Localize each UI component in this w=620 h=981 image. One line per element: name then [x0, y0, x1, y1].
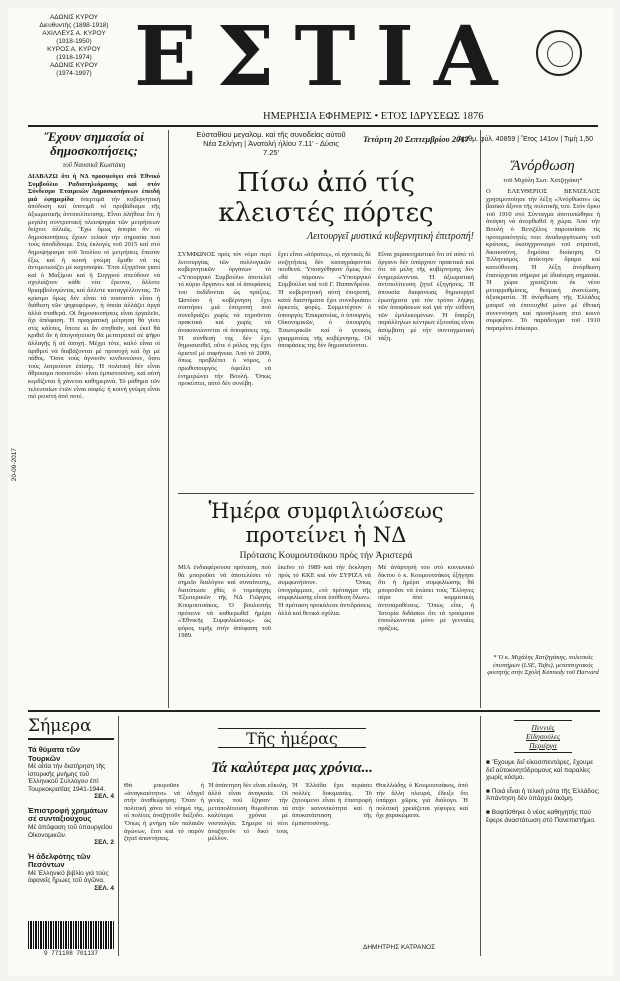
- founder-line: (1918-1974): [56, 54, 92, 61]
- curiosities-title: Πεννιές Είδησούλες Περιέργα: [514, 720, 572, 753]
- main-headline: Πίσω ἀπό τίς κλειστές πόρτες: [218, 168, 434, 228]
- curiosity-text: Βαφτίσθηκε ὁ νέος καθηγητής πού ἔφερε ἀναστάτωση στό Πανεπιστήμιο.: [486, 808, 596, 824]
- column-headline: Τά καλύτερα μας χρόνια...: [211, 760, 373, 776]
- main-column-1: ΣΥΜΦΩΝΟΣ πρός τόν νόμο περί λειτουργίας τῶν συλλογικῶν κυβερνητικῶν ὀργάνων τό «Ὑπουργικό Συμβούλιο ἀποτελεῖ τό κύριο ὄργανο» καί οἱ ἀποφάσεις του ἐκδίδονται ὡς πράξεις. Ὡστόσο ἡ κυβέρνηση ἔχει συστήσει μιά ἐπιτροπή πού συνεδριάζει χωρίς νά τηροῦνται πρακτικά καί χωρίς νά ἀνακοινώνονται οἱ ἀποφάσεις της. Ἡ σύνθεσή της δέν ἔχει δημοσιευθεῖ, οὔτε ὁ ρόλος της ἔχει ὁριστεῖ μέ σαφήνεια. Ἀπό τό 2009, ὅπως προβλέπει ὁ νόμος, ὁ πρωθυπουργός ὀφείλει νά ἐνημερώνει τήν Βουλή. Ὅπως προκύπτει, αὐτό δέν συνέβη.: [178, 251, 271, 388]
- column-text-3: Ἡ Ἑλλάδα ἔχει περάσει πολλές δοκιμασίες. Τό ζητούμενο εἶναι ἡ ἐπιστροφή στήν κανονικότητα καί ἡ ἀποκατάσταση τῆς ἐμπιστοσύνης.: [292, 782, 372, 827]
- edge-date: 20-09-2017: [11, 448, 18, 482]
- issue-date: Τετάρτη 20 Σεπτεμβρίου 2017: [363, 134, 469, 144]
- barcode: [28, 921, 114, 949]
- right-title: Ἄνόρθωση: [511, 158, 575, 174]
- masthead-rule: [28, 125, 598, 127]
- right-footnote: * Ὁ κ. Μιχάλης Χατζηγάκης, πολιτικός ἐπιστήμων (LSE, Tufts), μεταπτυχιακός φοιτητής στήν Σχολή Kennedy τοῦ Harvard: [487, 654, 599, 677]
- today-item: [28, 807, 114, 847]
- second-story-head: [178, 499, 474, 561]
- barcode-number: 9 771108 701137: [43, 950, 98, 957]
- story-divider: [178, 493, 474, 494]
- today-item-text: Μέ Ἑλληνικό βιβλίο γιά τούς ἀφανεῖς ἥρωες τοῦ ἀγῶνα.: [28, 869, 109, 885]
- opinion-byline: τοῦ Ναυσικᾶ Κωστάκη: [62, 161, 126, 169]
- today-item-title: Τά θύματα τῶν Τουρκῶν: [28, 745, 81, 763]
- curiosity-item: [486, 788, 600, 803]
- today-item-title: Ἡ ἀδελφότης τῶν Πεσόντων: [28, 851, 91, 870]
- founder-line: (1974-1997): [56, 70, 92, 77]
- newspaper-page: [8, 8, 614, 976]
- today-item-text: Μέ ἀπόφαση τοῦ ὑπουργείου Οἰκονομικῶν.: [28, 823, 113, 839]
- curiosity-item: [486, 809, 600, 824]
- column-text-4: Θυελλώδης ὁ Κουμουτσάκος, ἀπό τήν ἄλλη πλευρά, ἔδειξε ὅτι ὑπάρχει χῶρος γιά διάλογο. Ἡ πολιτική χρειάζεται γέφυρες καί ὄχι χαρακώματα.: [376, 782, 468, 820]
- founder-line: ΑΧΙΛΛΕΥΣ Α. ΚΥΡΟΥ: [42, 30, 106, 37]
- info-bar: [178, 130, 598, 157]
- founder-line: ΚΥΡΟΣ Α. ΚΥΡΟΥ: [47, 46, 101, 53]
- today-item: [28, 853, 114, 893]
- founders-list: [28, 14, 120, 78]
- newspaper-logo: ΕΣΤΙΑ: [134, 9, 518, 105]
- second-column-2: ἐκεῖνο τό 1989 καί τήν ἔκκληση πρός τό ΚΚΕ καί τόν ΣΥΡΙΖΑ νά συμφωνήσουν. Ὅπως ὑπογράμμισε, «τό πρόταγμα τῆς συμφιλίωσης εἶναι ὑπόθεση ὅλων». Ἡ πρόταση προκάλεσε ἀντιδράσεις ἀλλά καί θετικά σχόλια.: [278, 564, 371, 617]
- opinion-lead: ΔΙΑΒΑΖΩ ὅτι ἡ ΝΔ προσφεύγει στό Ἐθνικό Συμβούλιο Ραδιοτηλεόρασης καί στόν Σύνδεσμο Ἑταιρειῶν Δημοσκοπήσεων ἐπειδή μιά ἐφημερίδα: [28, 173, 160, 203]
- column-divider: [118, 716, 119, 956]
- today-item-page: ΣΕΛ. 4: [94, 884, 114, 892]
- second-subhead: Πρότασις Κουμουτσάκου πρός τήν Ἀριστερά: [239, 551, 413, 561]
- main-column-3: Εἶναι χαρακτηριστικό ὅτι σέ αὐτό τό ὄργανο δέν ὑπάρχουν πρακτικά καί ὅτι τά μέλη τῆς κυβέρνησης δέν ἐνημερώνονται. Ἡ ἀξιωματική ἀντιπολίτευση ζητεῖ ἐξηγήσεις. Ἡ ἀπουσία διαφάνειας δημιουργεῖ ἐρωτήματα γιά τόν τρόπο λήψης τῶν ἀποφάσεων καί γιά τήν εὐθύνη τῶν ἐμπλεκομένων. Ἡ ὕπαρξη παράλληλων κέντρων ἐξουσίας εἶναι ἀσύμβατη μέ τήν συνταγματική τάξη.: [378, 251, 474, 342]
- section-rule: [28, 710, 600, 712]
- column-signature: ΔΗΜΗΤΡΗΣ ΚΑΤΡΑΝΟΣ: [363, 944, 436, 951]
- main-subhead: Λειτουργεῖ μυστικά κυβερνητική ἐπιτροπή!: [307, 231, 474, 242]
- right-body: Ο ΕΛΕΥΘΕΡΙΟΣ ΒΕΝΙΖΕΛΟΣ χρησιμοποίησε τήν λέξη «Ἀνόρθωσιν» ὡς βασικό ἄξονα τῆς πολιτικῆς του. Στόν ὅρκο τοῦ 1910 στό Σύνταγμα ἀποτυπώθηκε ἡ ἀνάγκη νά ἀνορθωθεῖ ἡ χώρα. Ἀπό τήν Βουλή ὁ Βενιζέλος παρουσίασε τίς προτεραιότητές του: ἀναδιοργάνωση τοῦ κράτους, ἐκσυγχρονισμό τοῦ στρατοῦ, δικαιοσύνη, δημόσια διοίκηση. Ὁ Ἑλληνισμός ἀπέκτησε ὅραμα καί κατεύθυνση. Ἡ λέξη ἀνόρθωση ἐπανέρχεται σήμερα μέ ἰδιαίτερη σημασία. Ἡ χώρα χρειάζεται ἐκ νέου μεταρρυθμίσεις, θεσμική ἀνανέωση, ἀξιοκρατία. Ἡ ἀνόρθωση τῆς Ἑλλάδος μπορεῖ νά ἐπιτευχθεῖ μόνο μέ ἐθνική συνεννόηση καί προσήλωση στό κοινό συμφέρον. Τό παράδειγμα τοῦ 1910 παραμένει ἐπίκαιρο.: [486, 188, 600, 332]
- feast-day: Εύσταθίου μεγαλομ. καί τῆς συνοδείας αὐτοῦ: [196, 130, 346, 139]
- right-column: [486, 158, 600, 677]
- bullet-icon: ■: [486, 787, 492, 795]
- today-title: Σήμερα: [28, 716, 114, 740]
- second-column-3: Μέ ἀνάρτησή του στό κοινωνικό δίκτυο ὁ κ. Κουμουτσάκος ἐξήγησε ὅτι ἡ ἡμέρα συμφιλίωσης θά μποροῦσε νά ἑνώσει τούς Ἕλληνες πέρα ἀπό κομματικές ἀντιπαραθέσεις. Ὅπως εἶπε, ἡ Ἱστορία διδάσκει ὅτι τά τραύματα ἐπουλώνονται μόνο μέ γενναίες πράξεις.: [378, 564, 474, 632]
- today-box: [28, 716, 114, 893]
- opinion-text: ὑπερτιμᾶ τήν κυβερνητική ἀπόδοση καί ὑποτιμᾶ τό προβάδισμα τῆς ἀξιωματικῆς ἀντιπολίτευσης. Εἶναι ἀλήθεια ὅτι ἡ μεγάλη συντριπτική πλειοψηφία τῶν μετρήσεων δείχνει ἀλλιῶς. Ἔχω ὅμως ἀπορία ἄν οἱ δημοσκοπήσεις ἔχουν τελικά τήν σημασία πού τούς ἀποδίδουμε. Στίς ἐκλογές τοῦ 2015 καί στό δημοψήφισμα τοῦ Ἰουλίου οἱ μετρήσεις ἔπεσαν ἔξω, καί ἡ κοινή γνώμη ἔμαθε νά τίς ἀντιμετωπίζει μέ καχυποψία. Ἔτσι ἐξηγεῖται γιατί καί ὁ Μαξίμου καί ἡ Συγγρού σπεύδουν νά σχολιάζουν κάθε νέα ἔρευνα, ἄλλοτε θριαμβολογώντας καί ἄλλοτε καταγγέλλοντας. Τό κρίσιμο ὅμως δέν εἶναι τά ποσοστά· εἶναι ἡ διάθεση τῶν ψηφοφόρων, ἡ ὁποία ἀλλάζει ἀργά ἀλλά σταθερά. Οἱ δημοσκοπήσεις εἶναι ἐργαλεῖο, ὄχι ἀπόφαση. Ἡ πραγματική μέτρηση θά γίνει στίς κάλπες, ὅποτε κι ἄν στηθοῦν, καί ἐκεῖ θά κριθεῖ ἄν ἡ ἀπογοήτευση θά μετατραπεῖ σέ ψῆφο ἀλλαγῆς ἤ σέ ἀποχή. Μέχρι τότε, καλό εἶναι οἱ ἀριθμοί νά διαβάζονται μέ προσοχή καί ὄχι μέ πάθος. Ὅσοι τούς ἀγνοοῦν κινδυνεύουν, ὅσοι τούς λατρεύουν ἐπίσης. Ἡ πολιτική δέν εἶναι ἄθροισμα ποσοστῶν· εἶναι ἐμπιστοσύνη, καί αὐτή κερδίζεται ἤ χάνεται καθημερινά. Τό μάθημα τῶν τελευταίων ἐτῶν εἶναι σαφές: ἡ κοινή γνώμη εἶναι πιό ρευστή ἀπό ποτέ.: [28, 195, 160, 401]
- seal-emblem-icon: [536, 30, 582, 76]
- column-text-1: Θά μποροῦσε ἡ «ἀναγκαιότητα» νά ὁδηγεῖ στήν ἀναθεώρηση; Ὅταν ἡ πολιτική χάνει τό νόημά της, οἱ πολίτες ἀναζητοῦν διέξοδο. Ὅπως ἡ μνήμη τῶν παλαιῶν ἀγώνων, ἔτσι καί τό παρόν ζητεῖ ἀπαντήσεις.: [124, 782, 204, 843]
- today-item-page: ΣΕΛ. 4: [94, 793, 114, 801]
- curiosity-item: [486, 759, 600, 782]
- opinion-title: Ἔχουν σημασία οἱ δημοσκοπήσεις;: [44, 129, 144, 158]
- column-divider: [480, 130, 481, 708]
- opinion-column: [28, 128, 160, 743]
- bullet-icon: ■: [486, 759, 492, 766]
- column-text-2: Ἡ ἀπάντηση δέν εἶναι εὔκολη, ἀλλά εἶναι ἀναγκαία. Οἱ γενιές πού ἔζησαν τήν μεταπολίτευση θυμοῦνται τά καλύτερα χρόνια μέ νοσταλγία. Σήμερα οἱ νέοι ἀναζητοῦν τό δικό τους μέλλον.: [208, 782, 288, 843]
- curiosities-box: [486, 720, 600, 824]
- sunrise-sunset: Νέα Σελήνη | Ἀνατολή ἡλίου 7.11' - Δύσις 7.25': [203, 139, 339, 157]
- main-story-head: [178, 168, 474, 242]
- founder-line: ΑΔΩΝΙΣ ΚΥΡΟΥ: [49, 62, 99, 69]
- issue-number: Ἀριθμ. φύλ. 40859 | Ἔτος 141ον | Τιμή 1,50: [458, 136, 594, 143]
- banner-tagline: ΗΜΕΡΗΣΙΑ ΕΦΗΜΕΡΙΣ • ΕΤΟΣ ΙΔΡΥΣΕΩΣ 1876: [263, 111, 484, 122]
- column-divider: [480, 716, 481, 956]
- right-byline: τοῦ Μιχάλη Σωτ. Χατζηγάκη*: [503, 177, 583, 184]
- bullet-icon: ■: [486, 808, 492, 816]
- second-column-1: ΜΙΑ ἐνδιαφέρουσα πρόταση, πού θά μποροῦσε νά ἀποτελέσει τό σημεῖο διαλόγου καί συναίνεσης, διατύπωσε χθές ὁ τομεάρχης Ἐξωτερικῶν τῆς ΝΔ Γιῶργος Κουμουτσάκος. Ὁ βουλευτής πρότεινε νά καθιερωθεῖ ἡμέρα «Ἐθνικῆς Συμφιλιώσεως» ὡς φόρος τιμῆς στήν ἀπόφαση τοῦ 1989.: [178, 564, 271, 640]
- column-divider: [168, 130, 169, 708]
- curiosity-text: Ποιά εἶναι ἡ τελική ρότα τῆς Ἑλλάδος; Ἀπάντηση δέν ὑπάρχει ἀκόμη.: [486, 787, 600, 803]
- today-item-text: Μέ αἰτία τήν διατήρηση τῆς ἱστορικῆς μνήμης τοῦ Ἑλληνικοῦ Συλλόγου ἐπί Τουρκοκρατίας 1941-1944.: [28, 763, 106, 793]
- main-column-2: ἔχει εἶναι «ἀόρατες», οἱ σχετικές δέ συζητήσεις δέν καταγράφονται πουθενά. Ὑποσχέθηκαν ὅμως ὅτι «θά πάρουν» «Ὑπουργικό Συμβούλιο καί τοῦ Γ. Παπανδρέου. Ἡ κυβερνητική αὐτή ἐπιτροπή, κατά διαστήματα ἔχει συνεδριάσει ἀρκετές φορές. Συμμετέχουν ὁ ὑπουργός Ἐπικρατείας, ὁ ὑπουργός Οἰκονομικῶν, ὁ ὑπουργός Ἐσωτερικῶν καί ὁ γενικός γραμματέας τῆς κυβέρνησης. Οἱ ἀποφάσεις της δέν δημοσιεύονται.: [278, 251, 371, 350]
- column-label: Τῆς ἡμέρας: [218, 728, 366, 748]
- founder-line: Διευθυντής (1898-1918): [39, 22, 109, 29]
- opinion-body: [28, 173, 160, 743]
- founder-line: (1918-1950): [56, 38, 92, 45]
- curiosity-text: Ἔχουμε δεῖ εἰκοσιπεντάρες, ἔχουμε δεῖ αὐτοκινητόδρομους καί παραλίες χωρίς κόσμο.: [486, 759, 594, 782]
- today-item-title: Ἐπιστροφή χρημάτων σέ συνταξιούχους: [28, 805, 108, 824]
- sun-info: [196, 130, 346, 157]
- founder-line: ΑΔΩΝΙΣ ΚΥΡΟΥ: [49, 14, 99, 21]
- today-item-page: ΣΕΛ. 2: [94, 839, 114, 847]
- today-item: [28, 746, 114, 801]
- second-headline: Ἡμέρα συμφιλιώσεως προτείνει ἡ ΝΔ: [208, 499, 444, 547]
